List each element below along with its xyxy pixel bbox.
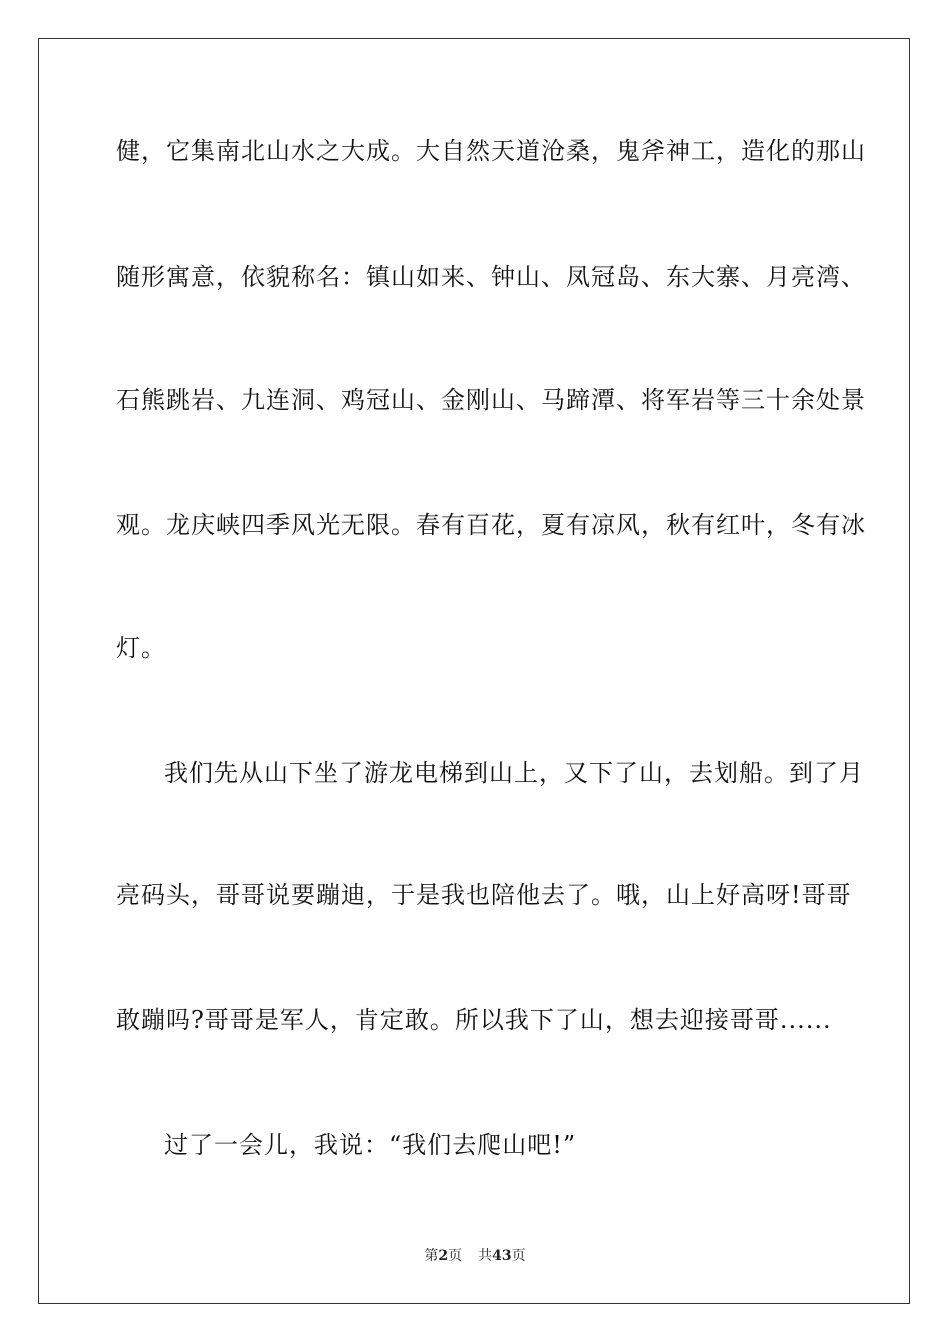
paragraph-line: 亮码头，哥哥说要蹦迪，于是我也陪他去了。哦，山上好高呀!哥哥 <box>116 881 852 909</box>
paragraph-line: 随形寓意，依貌称名：镇山如来、钟山、凤冠岛、东大寨、月亮湾、 <box>116 263 866 291</box>
paragraph-line: 我们先从山下坐了游龙电梯到山上，又下了山，去划船。到了月 <box>164 759 864 787</box>
page-suffix: 页 <box>448 1248 463 1264</box>
total-prefix: 共 <box>478 1248 493 1264</box>
total-suffix: 页 <box>511 1248 526 1264</box>
paragraph-line: 石熊跳岩、九连洞、鸡冠山、金刚山、马蹄潭、将军岩等三十余处景 <box>116 386 866 414</box>
page-number: 2 <box>438 1248 449 1264</box>
page-border <box>38 38 910 1304</box>
paragraph-line: 健，它集南北山水之大成。大自然天道沧桑，鬼斧神工，造化的那山 <box>116 137 866 165</box>
paragraph-line: 敢蹦吗?哥哥是军人，肯定敢。所以我下了山，想去迎接哥哥...... <box>116 1006 832 1034</box>
page-prefix: 第 <box>424 1248 439 1264</box>
paragraph-line: 观。龙庆峡四季风光无限。春有百花，夏有凉风，秋有红叶，冬有冰 <box>116 511 866 539</box>
page-footer <box>0 1247 950 1265</box>
paragraph-line: 过了一会儿，我说：“我们去爬山吧!” <box>164 1131 577 1159</box>
total-pages: 43 <box>492 1248 512 1264</box>
paragraph-line: 灯。 <box>116 634 166 662</box>
